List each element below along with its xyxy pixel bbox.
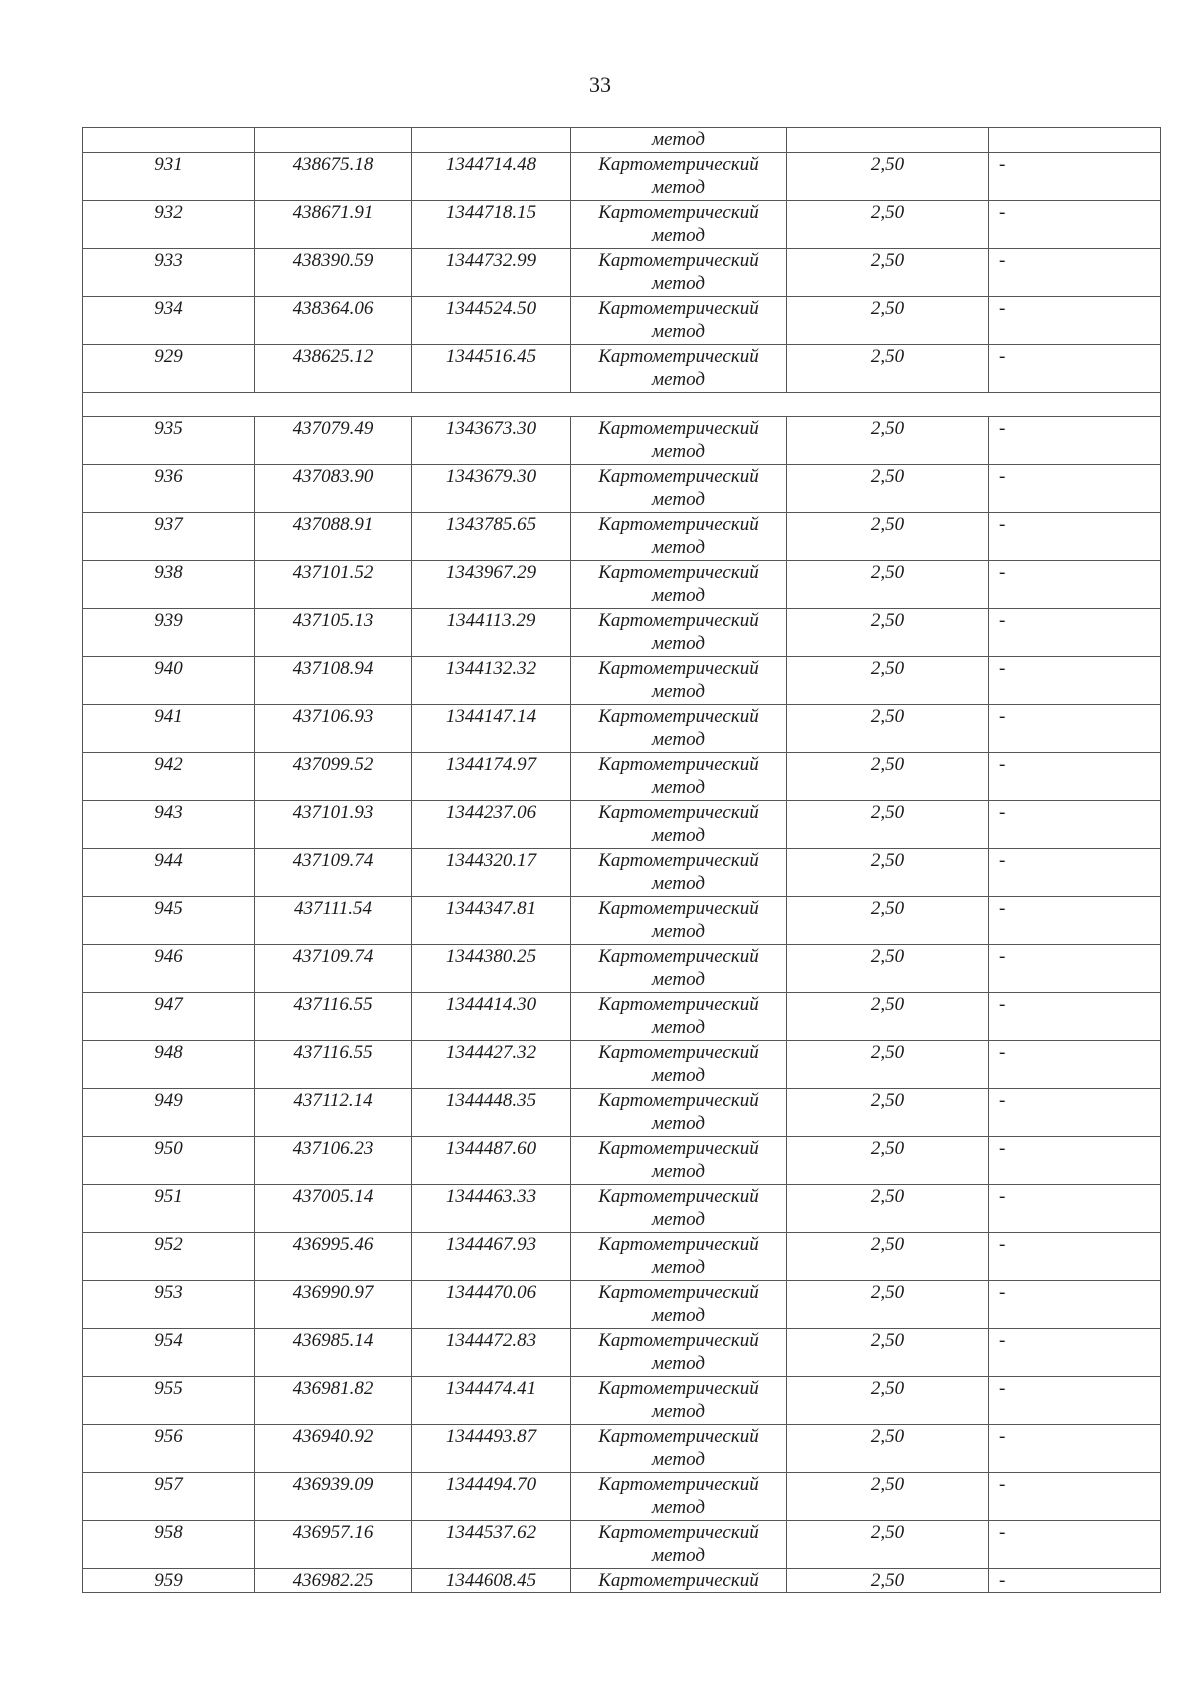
y-cell: 1344448.35 xyxy=(412,1088,571,1136)
method-line2: метод xyxy=(652,777,705,798)
x-cell: 438390.59 xyxy=(255,248,412,296)
accuracy-cell: 2,50 xyxy=(787,248,989,296)
accuracy-cell: 2,50 xyxy=(787,800,989,848)
accuracy-cell: 2,50 xyxy=(787,1328,989,1376)
accuracy-cell: 2,50 xyxy=(787,656,989,704)
y-cell: 1344608.45 xyxy=(412,1568,571,1593)
method-cell xyxy=(571,1040,787,1088)
accuracy-cell: 2,50 xyxy=(787,848,989,896)
x-cell: 437101.52 xyxy=(255,560,412,608)
note-cell: - xyxy=(989,608,1161,656)
method-cell xyxy=(571,464,787,512)
method-line2: метод xyxy=(652,1209,705,1230)
method-line1: Картометрический xyxy=(598,465,759,487)
method-line1: Картометрический xyxy=(598,609,759,631)
y-cell: 1343785.65 xyxy=(412,512,571,560)
method-cell xyxy=(571,1184,787,1232)
method-line2: метод xyxy=(652,921,705,942)
method-line1: Картометрический xyxy=(598,1425,759,1447)
method-cell xyxy=(571,1280,787,1328)
note-cell: - xyxy=(989,1328,1161,1376)
point-cell: 931 xyxy=(83,152,255,200)
method-line1: Картометрический xyxy=(598,297,759,319)
y-cell: 1344237.06 xyxy=(412,800,571,848)
table-row xyxy=(83,752,1161,800)
method-cell xyxy=(571,344,787,392)
table-row xyxy=(83,704,1161,752)
method-line1: Картометрический xyxy=(598,705,759,727)
accuracy-cell: 2,50 xyxy=(787,416,989,464)
note-cell: - xyxy=(989,152,1161,200)
point-cell: 935 xyxy=(83,416,255,464)
method-cell xyxy=(571,896,787,944)
method-line2: метод xyxy=(652,1113,705,1134)
point-cell: 947 xyxy=(83,992,255,1040)
y-cell: 1343679.30 xyxy=(412,464,571,512)
method-line1: Картометрический xyxy=(598,1089,759,1111)
accuracy-cell: 2,50 xyxy=(787,1424,989,1472)
accuracy-cell: 2,50 xyxy=(787,464,989,512)
x-cell: 437005.14 xyxy=(255,1184,412,1232)
note-cell: - xyxy=(989,464,1161,512)
method-cell xyxy=(571,560,787,608)
accuracy-cell: 2,50 xyxy=(787,704,989,752)
table-row xyxy=(83,1232,1161,1280)
table-row xyxy=(83,1568,1161,1593)
point-cell: 948 xyxy=(83,1040,255,1088)
accuracy-cell xyxy=(787,128,989,153)
note-cell: - xyxy=(989,1376,1161,1424)
table-row xyxy=(83,512,1161,560)
x-cell: 437111.54 xyxy=(255,896,412,944)
x-cell: 437108.94 xyxy=(255,656,412,704)
method-line2: метод xyxy=(652,1065,705,1086)
note-cell: - xyxy=(989,1520,1161,1568)
note-cell: - xyxy=(989,512,1161,560)
point-cell: 932 xyxy=(83,200,255,248)
point-cell xyxy=(83,128,255,153)
table-row xyxy=(83,848,1161,896)
x-cell: 437083.90 xyxy=(255,464,412,512)
method-cell xyxy=(571,152,787,200)
note-cell: - xyxy=(989,1424,1161,1472)
point-cell: 956 xyxy=(83,1424,255,1472)
method-line2: метод xyxy=(652,873,705,894)
point-cell: 946 xyxy=(83,944,255,992)
note-cell: - xyxy=(989,248,1161,296)
accuracy-cell: 2,50 xyxy=(787,560,989,608)
method-cell: метод xyxy=(571,128,787,153)
method-cell xyxy=(571,704,787,752)
x-cell: 437109.74 xyxy=(255,944,412,992)
accuracy-cell: 2,50 xyxy=(787,1472,989,1520)
method-line2: метод xyxy=(652,1017,705,1038)
point-cell: 933 xyxy=(83,248,255,296)
method-line1: Картометрический xyxy=(598,1473,759,1495)
method-line2: метод xyxy=(652,321,705,342)
method-line2: метод xyxy=(652,1545,705,1566)
note-cell: - xyxy=(989,1232,1161,1280)
note-cell: - xyxy=(989,1088,1161,1136)
point-cell: 950 xyxy=(83,1136,255,1184)
point-cell: 945 xyxy=(83,896,255,944)
accuracy-cell: 2,50 xyxy=(787,512,989,560)
method-line2: метод xyxy=(652,1305,705,1326)
note-cell: - xyxy=(989,1568,1161,1593)
method-cell xyxy=(571,1376,787,1424)
method-line1: Картометрический xyxy=(598,1233,759,1255)
x-cell: 436957.16 xyxy=(255,1520,412,1568)
table-row xyxy=(83,1136,1161,1184)
continuation-row xyxy=(83,128,1161,153)
point-cell: 949 xyxy=(83,1088,255,1136)
x-cell: 436940.92 xyxy=(255,1424,412,1472)
x-cell: 437101.93 xyxy=(255,800,412,848)
method-line1: Картометрический xyxy=(598,153,759,175)
method-cell xyxy=(571,656,787,704)
y-cell: 1344732.99 xyxy=(412,248,571,296)
x-cell: 437106.23 xyxy=(255,1136,412,1184)
x-cell: 436995.46 xyxy=(255,1232,412,1280)
table-row xyxy=(83,200,1161,248)
y-cell: 1344516.45 xyxy=(412,344,571,392)
y-cell: 1343673.30 xyxy=(412,416,571,464)
method-line1: Картометрический xyxy=(598,1185,759,1207)
table-row xyxy=(83,1040,1161,1088)
note-cell: - xyxy=(989,848,1161,896)
point-cell: 941 xyxy=(83,704,255,752)
accuracy-cell: 2,50 xyxy=(787,1136,989,1184)
point-cell: 958 xyxy=(83,1520,255,1568)
accuracy-cell: 2,50 xyxy=(787,1280,989,1328)
method-line2: метод xyxy=(652,1161,705,1182)
accuracy-cell: 2,50 xyxy=(787,944,989,992)
accuracy-cell: 2,50 xyxy=(787,1040,989,1088)
accuracy-cell: 2,50 xyxy=(787,896,989,944)
note-cell: - xyxy=(989,1040,1161,1088)
method-cell xyxy=(571,800,787,848)
x-cell: 436982.25 xyxy=(255,1568,412,1593)
method-line2: метод xyxy=(652,1449,705,1470)
table-row xyxy=(83,1376,1161,1424)
method-line2: метод xyxy=(652,1401,705,1422)
point-cell: 954 xyxy=(83,1328,255,1376)
accuracy-cell: 2,50 xyxy=(787,152,989,200)
y-cell: 1344427.32 xyxy=(412,1040,571,1088)
method-line2: метод xyxy=(652,681,705,702)
method-line2: метод xyxy=(652,825,705,846)
note-cell: - xyxy=(989,344,1161,392)
method-line2: метод xyxy=(652,273,705,294)
table-row xyxy=(83,1520,1161,1568)
note-cell: - xyxy=(989,560,1161,608)
method-line2: метод xyxy=(652,1353,705,1374)
note-cell: - xyxy=(989,1136,1161,1184)
table-row xyxy=(83,1424,1161,1472)
accuracy-cell: 2,50 xyxy=(787,1520,989,1568)
accuracy-cell: 2,50 xyxy=(787,1376,989,1424)
x-cell: 436985.14 xyxy=(255,1328,412,1376)
method-cell xyxy=(571,944,787,992)
table-row xyxy=(83,152,1161,200)
point-cell: 929 xyxy=(83,344,255,392)
note-cell: - xyxy=(989,1280,1161,1328)
x-cell: 437106.93 xyxy=(255,704,412,752)
note-cell: - xyxy=(989,1472,1161,1520)
note-cell: - xyxy=(989,1184,1161,1232)
method-cell xyxy=(571,1472,787,1520)
y-cell: 1344463.33 xyxy=(412,1184,571,1232)
method-cell xyxy=(571,1136,787,1184)
page-number: 33 xyxy=(589,72,611,97)
note-cell: - xyxy=(989,896,1161,944)
coordinates-table-body xyxy=(83,128,1161,1593)
x-cell: 437088.91 xyxy=(255,512,412,560)
method-line1: Картометрический xyxy=(598,561,759,583)
note-cell: - xyxy=(989,944,1161,992)
method-line1: Картометрический xyxy=(598,753,759,775)
method-cell xyxy=(571,1328,787,1376)
x-cell: 436981.82 xyxy=(255,1376,412,1424)
accuracy-cell: 2,50 xyxy=(787,1184,989,1232)
method-cell xyxy=(571,296,787,344)
point-cell: 943 xyxy=(83,800,255,848)
x-cell: 437112.14 xyxy=(255,1088,412,1136)
method-cell xyxy=(571,512,787,560)
y-cell: 1344320.17 xyxy=(412,848,571,896)
method-cell xyxy=(571,416,787,464)
accuracy-cell: 2,50 xyxy=(787,344,989,392)
method-cell xyxy=(571,1232,787,1280)
point-cell: 942 xyxy=(83,752,255,800)
point-cell: 936 xyxy=(83,464,255,512)
method-line2: метод xyxy=(652,729,705,750)
x-cell: 438364.06 xyxy=(255,296,412,344)
table-row xyxy=(83,1472,1161,1520)
point-cell: 940 xyxy=(83,656,255,704)
note-cell: - xyxy=(989,656,1161,704)
point-cell: 939 xyxy=(83,608,255,656)
x-cell: 438625.12 xyxy=(255,344,412,392)
method-line1: Картометрический xyxy=(598,849,759,871)
y-cell: 1344714.48 xyxy=(412,152,571,200)
y-cell: 1344113.29 xyxy=(412,608,571,656)
point-cell: 952 xyxy=(83,1232,255,1280)
y-cell: 1344537.62 xyxy=(412,1520,571,1568)
y-cell: 1344347.81 xyxy=(412,896,571,944)
method-cell xyxy=(571,200,787,248)
x-cell: 437079.49 xyxy=(255,416,412,464)
method-line1: Картометрический xyxy=(598,249,759,271)
method-cell xyxy=(571,1424,787,1472)
y-cell: 1344132.32 xyxy=(412,656,571,704)
note-cell: - xyxy=(989,296,1161,344)
method-line1: Картометрический xyxy=(598,1041,759,1063)
x-cell: 437116.55 xyxy=(255,992,412,1040)
table-row xyxy=(83,944,1161,992)
accuracy-cell: 2,50 xyxy=(787,1568,989,1593)
y-cell: 1344380.25 xyxy=(412,944,571,992)
y-cell: 1344487.60 xyxy=(412,1136,571,1184)
x-cell: 436939.09 xyxy=(255,1472,412,1520)
group-separator-row xyxy=(83,392,1161,416)
method-line1: Картометрический xyxy=(598,1329,759,1351)
method-cell: Картометрический xyxy=(571,1568,787,1593)
method-line2: метод xyxy=(652,537,705,558)
method-line1: Картометрический xyxy=(598,993,759,1015)
accuracy-cell: 2,50 xyxy=(787,200,989,248)
method-line1: Картометрический xyxy=(598,1137,759,1159)
table-row xyxy=(83,800,1161,848)
x-cell: 438675.18 xyxy=(255,152,412,200)
y-cell: 1344470.06 xyxy=(412,1280,571,1328)
accuracy-cell: 2,50 xyxy=(787,296,989,344)
accuracy-cell: 2,50 xyxy=(787,752,989,800)
method-cell xyxy=(571,248,787,296)
accuracy-cell: 2,50 xyxy=(787,1232,989,1280)
point-cell: 937 xyxy=(83,512,255,560)
method-line1: Картометрический xyxy=(598,945,759,967)
note-cell: - xyxy=(989,416,1161,464)
x-cell: 438671.91 xyxy=(255,200,412,248)
y-cell: 1344474.41 xyxy=(412,1376,571,1424)
method-cell xyxy=(571,992,787,1040)
table-row xyxy=(83,1184,1161,1232)
point-cell: 959 xyxy=(83,1568,255,1593)
y-cell: 1344174.97 xyxy=(412,752,571,800)
table-row xyxy=(83,416,1161,464)
y-cell: 1344494.70 xyxy=(412,1472,571,1520)
y-cell: 1344414.30 xyxy=(412,992,571,1040)
method-line1: Картометрический xyxy=(598,1521,759,1543)
method-line1: Картометрический xyxy=(598,417,759,439)
note-cell: - xyxy=(989,704,1161,752)
method-line2: метод xyxy=(652,1257,705,1278)
table-row xyxy=(83,296,1161,344)
y-cell: 1344493.87 xyxy=(412,1424,571,1472)
method-line2: метод xyxy=(652,489,705,510)
note-cell: - xyxy=(989,200,1161,248)
x-cell xyxy=(255,128,412,153)
method-line1: Картометрический xyxy=(598,201,759,223)
separator-cell xyxy=(83,392,1161,416)
y-cell xyxy=(412,128,571,153)
y-cell: 1344472.83 xyxy=(412,1328,571,1376)
table-row xyxy=(83,560,1161,608)
table-row xyxy=(83,896,1161,944)
point-cell: 938 xyxy=(83,560,255,608)
note-cell: - xyxy=(989,752,1161,800)
coordinates-table xyxy=(82,127,1161,1593)
table-row xyxy=(83,656,1161,704)
method-line1: Картометрический xyxy=(598,801,759,823)
method-line2: метод xyxy=(652,969,705,990)
table-row xyxy=(83,1328,1161,1376)
method-cell xyxy=(571,752,787,800)
table-row xyxy=(83,1280,1161,1328)
method-line2: метод xyxy=(652,369,705,390)
table-row xyxy=(83,248,1161,296)
table-row xyxy=(83,992,1161,1040)
x-cell: 437109.74 xyxy=(255,848,412,896)
y-cell: 1344467.93 xyxy=(412,1232,571,1280)
table-row xyxy=(83,1088,1161,1136)
method-line2: метод xyxy=(652,585,705,606)
method-cell xyxy=(571,608,787,656)
method-line2: метод xyxy=(652,177,705,198)
x-cell: 436990.97 xyxy=(255,1280,412,1328)
y-cell: 1343967.29 xyxy=(412,560,571,608)
accuracy-cell: 2,50 xyxy=(787,1088,989,1136)
table-row xyxy=(83,344,1161,392)
method-cell xyxy=(571,1088,787,1136)
method-line1: Картометрический xyxy=(598,657,759,679)
method-line1: Картометрический xyxy=(598,1281,759,1303)
method-line1: Картометрический xyxy=(598,1377,759,1399)
x-cell: 437105.13 xyxy=(255,608,412,656)
accuracy-cell: 2,50 xyxy=(787,608,989,656)
table-row xyxy=(83,464,1161,512)
method-cell xyxy=(571,1520,787,1568)
point-cell: 944 xyxy=(83,848,255,896)
table-row xyxy=(83,608,1161,656)
x-cell: 437116.55 xyxy=(255,1040,412,1088)
y-cell: 1344524.50 xyxy=(412,296,571,344)
method-line2: метод xyxy=(652,633,705,654)
y-cell: 1344147.14 xyxy=(412,704,571,752)
method-line2: метод xyxy=(652,1497,705,1518)
point-cell: 951 xyxy=(83,1184,255,1232)
method-line1: Картометрический xyxy=(598,513,759,535)
method-line2: метод xyxy=(652,441,705,462)
x-cell: 437099.52 xyxy=(255,752,412,800)
point-cell: 957 xyxy=(83,1472,255,1520)
point-cell: 955 xyxy=(83,1376,255,1424)
method-line1: Картометрический xyxy=(598,345,759,367)
method-line2: метод xyxy=(652,225,705,246)
method-line1: Картометрический xyxy=(598,897,759,919)
point-cell: 934 xyxy=(83,296,255,344)
note-cell xyxy=(989,128,1161,153)
method-cell xyxy=(571,848,787,896)
point-cell: 953 xyxy=(83,1280,255,1328)
y-cell: 1344718.15 xyxy=(412,200,571,248)
note-cell: - xyxy=(989,800,1161,848)
note-cell: - xyxy=(989,992,1161,1040)
accuracy-cell: 2,50 xyxy=(787,992,989,1040)
